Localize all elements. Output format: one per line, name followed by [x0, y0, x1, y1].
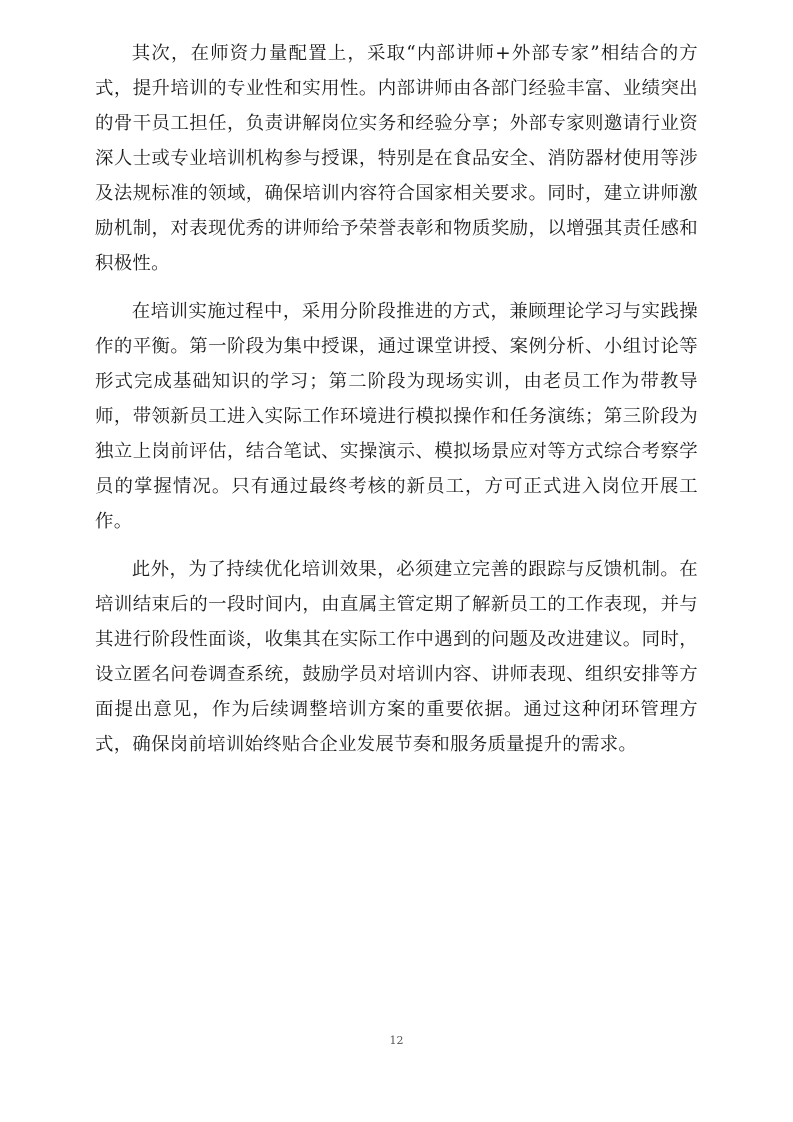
page-number: 12	[389, 1034, 404, 1047]
paragraph-training-implementation: 在培训实施过程中，采用分阶段推进的方式，兼顾理论学习与实践操作的平衡。第一阶段为集中授课，通过课堂讲授、案例分析、小组讨论等形式完成基础知识的学习；第二阶段为现场实训，由老员工作为带教导师，带领新员工进入实际工作环境进行模拟操作和任务演练；第三阶段为独立上岗前评估，结合笔试、实操演示、模拟场景应对等方式综合考察学员的掌握情况。只有通过最终考核的新员工，方可正式进入岗位开展工作。	[95, 301, 698, 532]
page-body	[95, 36, 698, 762]
paragraph-feedback-mechanism: 此外，为了持续优化培训效果，必须建立完善的跟踪与反馈机制。在培训结束后的一段时间内，由直属主管定期了解新员工的工作表现，并与其进行阶段性面谈，收集其在实际工作中遇到的问题及改进建议。同时，设立匿名问卷调查系统，鼓励学员对培训内容、讲师表现、组织安排等方面提出意见，作为后续调整培训方案的重要依据。通过这种闭环管理方式，确保岗前培训始终贴合企业发展节奏和服务质量提升的需求。	[95, 559, 698, 755]
paragraph-faculty-configuration: 其次，在师资力量配置上，采取“内部讲师+外部专家”相结合的方式，提升培训的专业性和实用性。内部讲师由各部门经验丰富、业绩突出的骨干员工担任，负责讲解岗位实务和经验分享；外部专家则邀请行业资深人士或专业培训机构参与授课，特别是在食品安全、消防器材使用等涉及法规标准的领域，确保培训内容符合国家相关要求。同时，建立讲师激励机制，对表现优秀的讲师给予荣誉表彰和物质奖励，以增强其责任感和积极性。	[95, 43, 698, 274]
